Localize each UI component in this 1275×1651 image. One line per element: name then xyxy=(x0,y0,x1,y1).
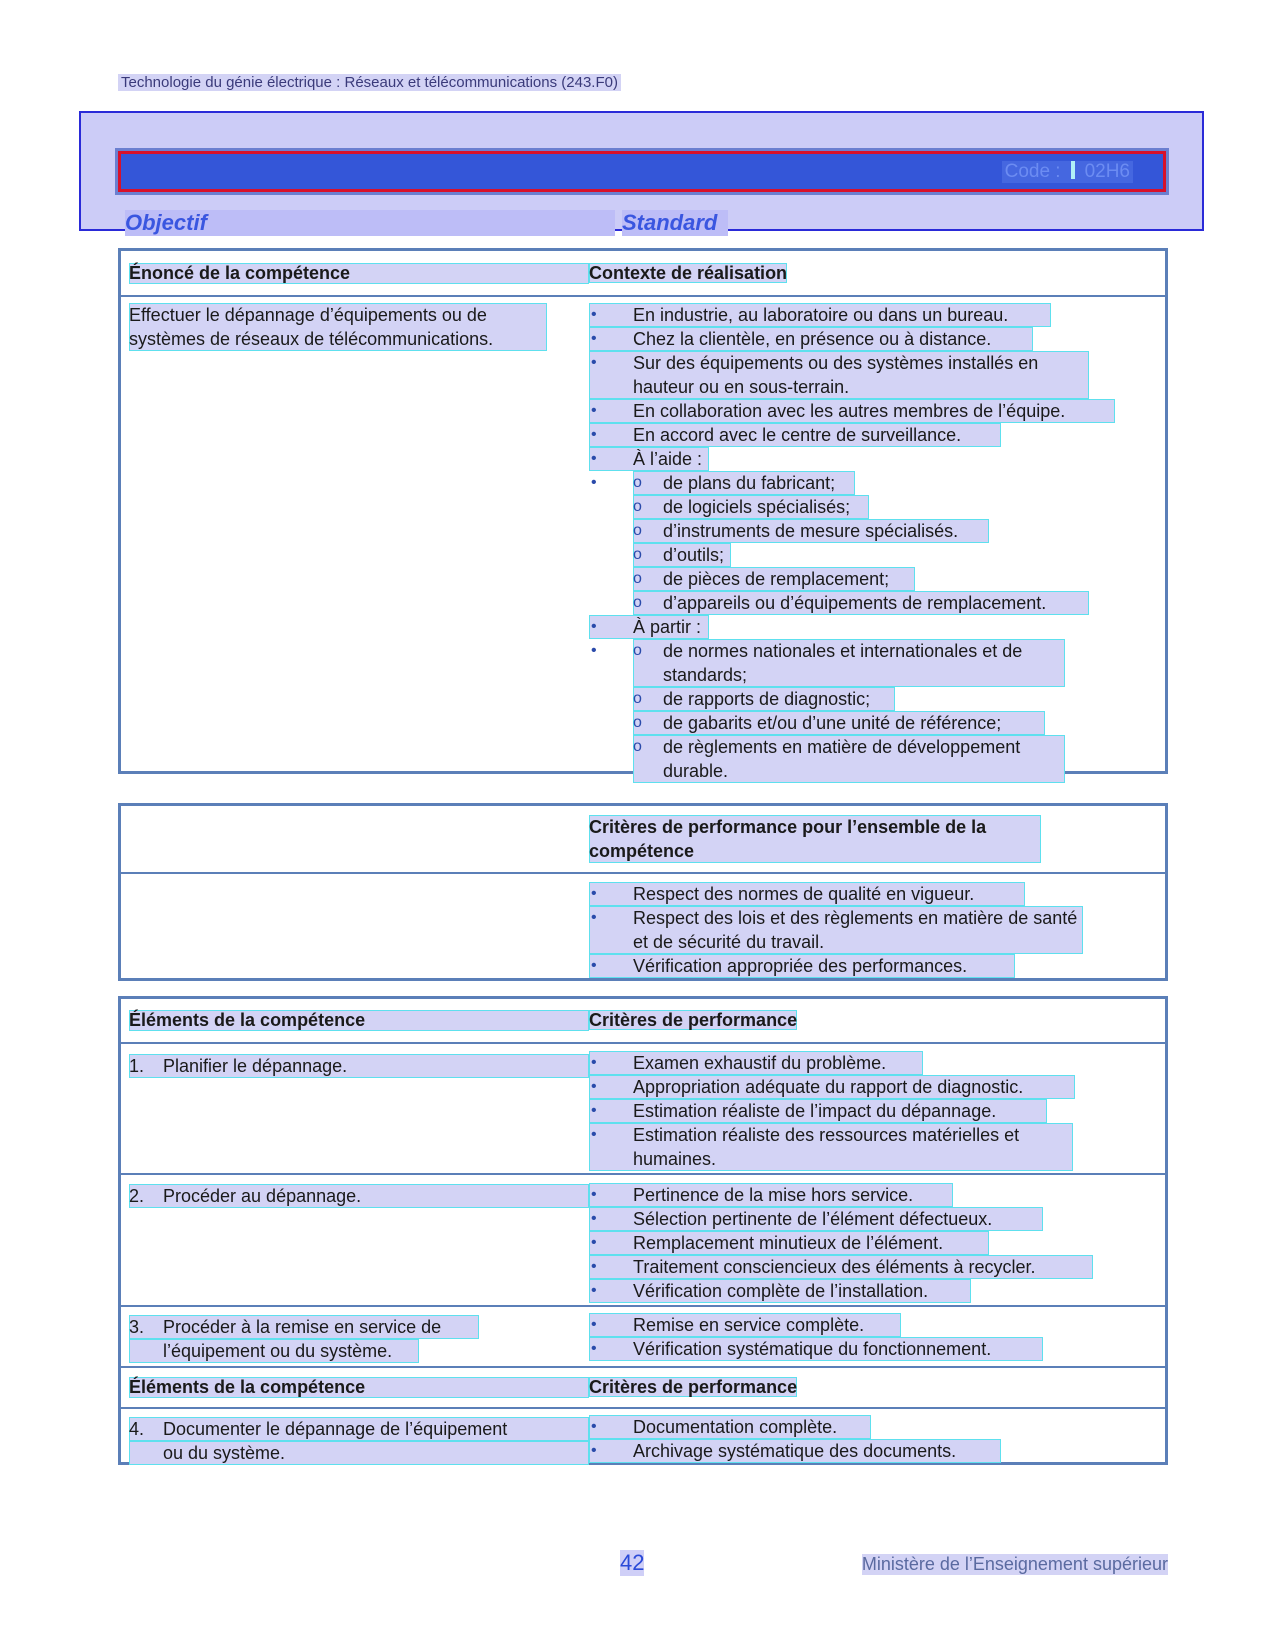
list-item: • En collaboration avec les autres membres de l’équipe. xyxy=(589,399,1115,423)
element-2 xyxy=(129,1184,589,1208)
sub-list-item: o de gabarits et/ou d’une unité de référence; xyxy=(633,711,1045,735)
list-item: • Estimation réaliste de l’impact du dépannage. xyxy=(589,1099,1047,1123)
element-text: Procéder au dépannage. xyxy=(163,1186,362,1206)
partir-sublist-container xyxy=(589,639,1161,783)
standard-label: Standard xyxy=(622,210,728,236)
sub-list-item: o d’outils; xyxy=(633,543,731,567)
statement-header: Énoncé de la compétence xyxy=(129,263,589,284)
criteria-header-repeat: Critères de performance xyxy=(589,1377,798,1397)
list-item: • Pertinence de la mise hors service. xyxy=(589,1183,953,1207)
general-criteria-table xyxy=(118,803,1168,981)
criteria-list xyxy=(589,1415,1161,1463)
list-item: • Appropriation adéquate du rapport de diagnostic. xyxy=(589,1075,1075,1099)
list-item: • Chez la clientèle, en présence ou à distance. xyxy=(589,327,1033,351)
competency-statement: Effectuer le dépannage d’équipements ou de systèmes de réseaux de télécommunications. xyxy=(129,303,547,351)
aide-sublist xyxy=(633,471,1161,615)
elements-table xyxy=(118,996,1168,1465)
element-number: 2. xyxy=(129,1186,145,1206)
list-item: • Sélection pertinente de l’élément défectueux. xyxy=(589,1207,1043,1231)
partir-sublist xyxy=(633,639,1161,783)
sub-list-item: o d’instruments de mesure spécialisés. xyxy=(633,519,989,543)
list-item: • Documentation complète. xyxy=(589,1415,871,1439)
table-row xyxy=(121,1305,1165,1366)
element-text: Planifier le dépannage. xyxy=(163,1056,348,1076)
element-text: Procéder à la remise en service de xyxy=(163,1317,442,1337)
criteria-list xyxy=(589,1183,1161,1303)
table-header-row xyxy=(121,806,1165,872)
element-3 xyxy=(129,1315,479,1339)
list-item: • Estimation réaliste des ressources matérielles et humaines. xyxy=(589,1123,1073,1171)
element-number: 1. xyxy=(129,1056,145,1076)
general-criteria-list xyxy=(589,882,1161,978)
sub-list-item: o de règlements en matière de développement durable. xyxy=(633,735,1065,783)
list-item: • À l’aide : xyxy=(589,447,709,471)
list-item: • À partir : xyxy=(589,615,709,639)
list-item: • Vérification complète de l’installation. xyxy=(589,1279,971,1303)
list-item: • Traitement consciencieux des éléments à recycler. xyxy=(589,1255,1093,1279)
element-1 xyxy=(129,1054,589,1078)
elements-header: Éléments de la compétence xyxy=(129,1010,589,1031)
element-number: 4. xyxy=(129,1419,145,1439)
table-header-row xyxy=(121,1366,1165,1407)
sub-list-item: o • de plans du fabricant; xyxy=(633,471,855,495)
list-item: • Remise en service complète. xyxy=(589,1313,901,1337)
list-item: • En accord avec le centre de surveillance. xyxy=(589,423,1001,447)
table-row xyxy=(121,295,1165,783)
sub-list-item: o de pièces de remplacement; xyxy=(633,567,915,591)
table-header-row xyxy=(121,999,1165,1042)
criteria-list xyxy=(589,1051,1161,1171)
context-header: Contexte de réalisation xyxy=(589,262,788,283)
elements-header-repeat: Éléments de la compétence xyxy=(129,1377,589,1398)
list-item: • Sur des équipements ou des systèmes installés en hauteur ou en sous-terrain. xyxy=(589,351,1089,399)
footer-organization: Ministère de l’Enseignement supérieur xyxy=(861,1554,1168,1574)
element-text: Documenter le dépannage de l’équipement xyxy=(163,1419,508,1439)
aide-sublist-container xyxy=(589,471,1161,615)
table-row xyxy=(121,1173,1165,1305)
list-item: • Archivage systématique des documents. xyxy=(589,1439,1001,1463)
code-label: Code : xyxy=(1004,161,1061,182)
sub-list-item: o • de normes nationales et internationales et de standards; xyxy=(633,639,1065,687)
general-criteria-header: Critères de performance pour l’ensemble de la compétence xyxy=(589,815,1041,863)
code-bar xyxy=(118,151,1166,192)
list-item: • Remplacement minutieux de l’élément. xyxy=(589,1231,989,1255)
table-row xyxy=(121,1407,1165,1465)
competency-table xyxy=(118,248,1168,781)
competency-code xyxy=(1002,161,1133,183)
list-item: • Respect des lois et des règlements en matière de santé et de sécurité du travail. xyxy=(589,906,1083,954)
list-item: • Vérification systématique du fonctionnement. xyxy=(589,1337,1043,1361)
criteria-header: Critères de performance xyxy=(589,1010,798,1030)
context-list xyxy=(589,303,1161,783)
element-4-continued: ou du système. xyxy=(129,1441,589,1465)
table-row xyxy=(121,1042,1165,1173)
element-4 xyxy=(129,1417,589,1441)
objectif-label: Objectif xyxy=(125,210,615,236)
element-number: 3. xyxy=(129,1317,145,1337)
code-value: 02H6 xyxy=(1084,161,1130,182)
running-header: Technologie du génie électrique : Réseaux et télécommunications (243.F0) xyxy=(118,74,621,91)
page-number: 42 xyxy=(620,1550,645,1575)
criteria-list xyxy=(589,1313,1161,1361)
code-separator xyxy=(1071,161,1075,179)
list-item: • Respect des normes de qualité en vigueur. xyxy=(589,882,1025,906)
sub-list-item: o de logiciels spécialisés; xyxy=(633,495,869,519)
list-item: • Examen exhaustif du problème. xyxy=(589,1051,923,1075)
table-header-row xyxy=(121,251,1165,295)
table-row xyxy=(121,872,1165,978)
sub-list-item: o d’appareils ou d’équipements de remplacement. xyxy=(633,591,1089,615)
element-3-continued: l’équipement ou du système. xyxy=(129,1339,419,1363)
list-item: • En industrie, au laboratoire ou dans un bureau. xyxy=(589,303,1051,327)
list-item: • Vérification appropriée des performances. xyxy=(589,954,1015,978)
sub-list-item: o de rapports de diagnostic; xyxy=(633,687,895,711)
